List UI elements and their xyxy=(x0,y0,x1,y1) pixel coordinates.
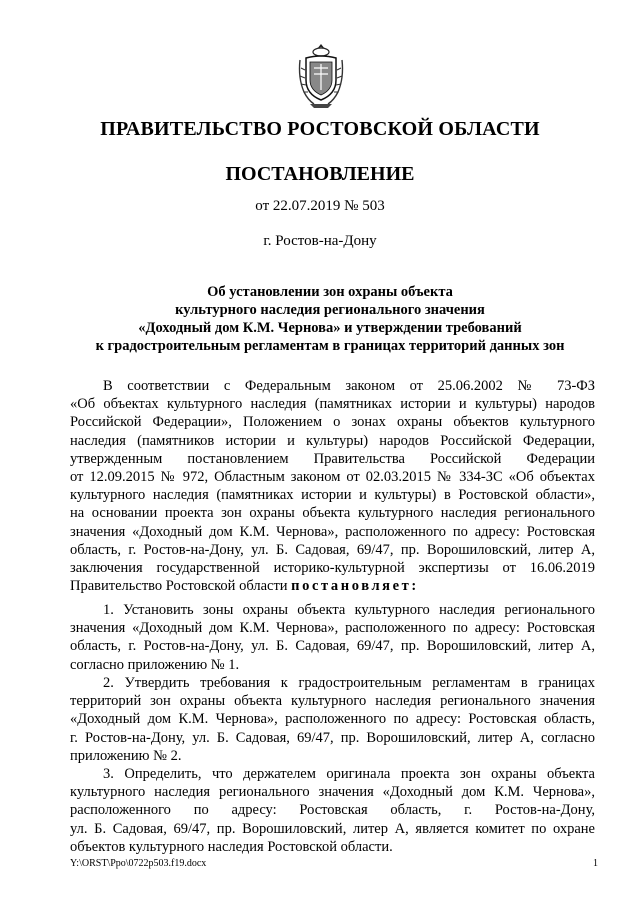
text-line: 3. Определить, что держателем оригинала проекта зон охраны объекта xyxy=(103,766,595,782)
title-line: к градостроительным регламентам в границах территорий данных зон xyxy=(95,338,565,354)
item-3-paragraph xyxy=(70,765,595,856)
text-line: 1. Установить зоны охраны объекта культурного наследия регионального xyxy=(103,602,595,618)
decree-word: постановляет: xyxy=(291,578,419,595)
page-number: 1 xyxy=(593,858,598,869)
text-line: область, г. Ростов-на-Дону, ул. Б. Садовая, 69/47, пр. Ворошиловский, литер А, xyxy=(70,541,595,558)
text-line: расположенного по адресу: Ростовская область, г. Ростов-на-Дону, xyxy=(70,802,595,819)
text-line: область, г. Ростов-на-Дону, ул. Б. Садовая, 69/47, пр. Ворошиловский, литер А, xyxy=(70,638,595,655)
text-line: заключения государственной историко-культурной экспертизы от 16.06.2019 xyxy=(70,559,595,576)
text-line: В соответствии с Федеральным законом от 25.06.2002 № 73-ФЗ xyxy=(103,378,595,394)
text-line: «Доходный дом К.М. Чернова», расположенного по адресу: Ростовская область, xyxy=(70,711,595,728)
document-date-number: от 22.07.2019 № 503 xyxy=(255,198,385,214)
footer-file-path: Y:\ORST\Ppo\0722p503.f19.docx xyxy=(70,858,207,869)
text-line: объектов культурного наследия Ростовской области. xyxy=(70,838,393,855)
text-line: культурного наследия регионального значения «Доходный дом К.М. Чернова», xyxy=(70,784,595,801)
text-line: Российской Федерации», Положением о зонах охраны объектов культурного xyxy=(70,414,595,431)
text-line: утвержденным постановлением Правительства Российской Федерации xyxy=(70,450,595,467)
text-line: «Об объектах культурного наследия (памятниках истории и культуры) народов xyxy=(70,396,595,413)
text-line: наследия (памятников истории и культуры) народов Российской Федерации, xyxy=(70,432,595,449)
document-title xyxy=(60,283,600,355)
text-line: приложению № 2. xyxy=(70,747,182,764)
text-line: на основании проекта зон охраны объекта культурного наследия регионального xyxy=(70,505,595,522)
document-city: г. Ростов-на-Дону xyxy=(263,233,377,249)
text-line: территорий зон охраны объекта культурного наследия регионального значения xyxy=(70,693,595,710)
text-line: ул. Б. Садовая, 69/47, пр. Ворошиловский, литер А, является комитет по охране xyxy=(70,820,595,837)
text-line: от 12.09.2015 № 972, Областным законом от 02.03.2015 № 334-ЗС «Об объектах xyxy=(70,468,595,485)
text-line: 2. Утвердить требования к градостроительным регламентам в границах xyxy=(103,675,595,691)
item-1-paragraph xyxy=(70,601,595,674)
coat-of-arms-emblem xyxy=(296,40,346,110)
title-line: культурного наследия регионального значения xyxy=(175,302,485,318)
text-line: культурного наследия (памятниках истории и культуры) в Ростовской области», xyxy=(70,487,595,504)
text-line: значения «Доходный дом К.М. Чернова», расположенного по адресу: Ростовская xyxy=(70,620,595,637)
organization-name: ПРАВИТЕЛЬСТВО РОСТОВСКОЙ ОБЛАСТИ xyxy=(100,118,540,140)
document-type: ПОСТАНОВЛЕНИЕ xyxy=(225,163,415,185)
text-line: значения «Доходный дом К.М. Чернова», расположенного по адресу: Ростовская xyxy=(70,523,595,540)
title-line: «Доходный дом К.М. Чернова» и утверждении требований xyxy=(138,320,522,336)
text-line xyxy=(70,577,595,595)
preamble-paragraph xyxy=(70,377,595,595)
text-line: г. Ростов-на-Дону, ул. Б. Садовая, 69/47, пр. Ворошиловский, литер А, согласно xyxy=(70,729,595,746)
text-line: согласно приложению № 1. xyxy=(70,656,240,673)
government-name: Правительство Ростовской области xyxy=(70,578,288,595)
item-2-paragraph xyxy=(70,674,595,765)
title-line: Об установлении зон охраны объекта xyxy=(207,284,453,300)
